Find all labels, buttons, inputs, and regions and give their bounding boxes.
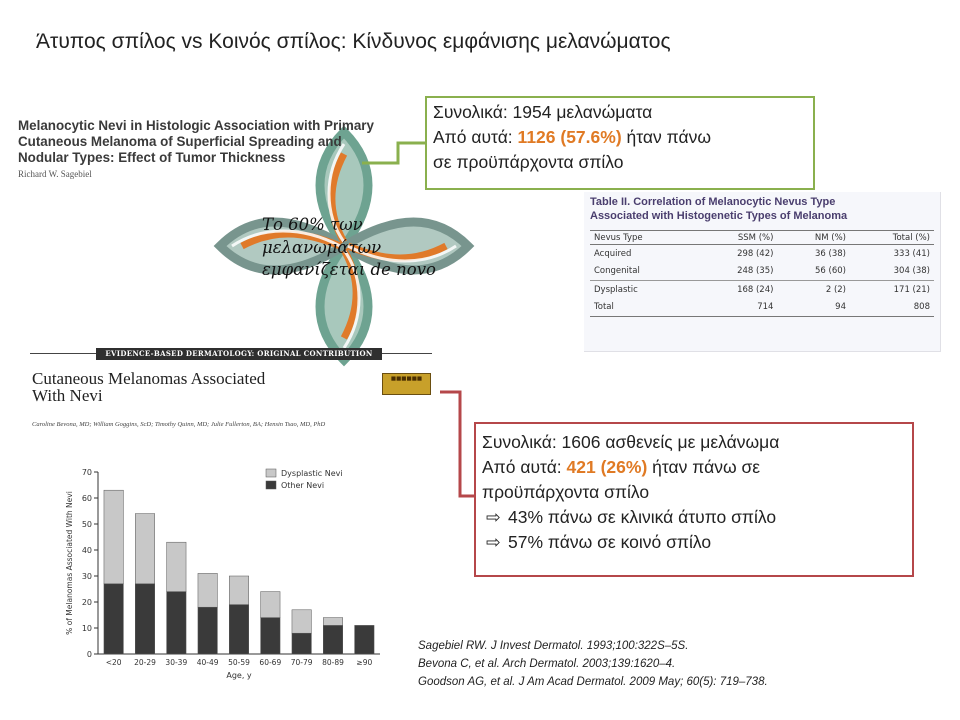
bar-segment: [229, 576, 248, 605]
legend-swatch: [266, 469, 276, 477]
table-title-line1: Table II. Correlation of Melanocytic Nevus Type: [590, 196, 836, 208]
table-header-cell: SSM (%): [737, 232, 774, 243]
correlation-table: [584, 192, 941, 352]
table-cell: 808: [913, 302, 930, 313]
x-tick-label: 20-29: [134, 658, 156, 667]
x-tick-label: ≥90: [356, 658, 373, 667]
table-header-cell: Nevus Type: [594, 232, 643, 243]
callout-bottom-bullet2-text: 57% πάνω σε κοινό σπίλο: [508, 532, 712, 552]
bar-segment: [135, 584, 154, 654]
bar-segment: [198, 607, 217, 654]
table-grid: [590, 230, 934, 317]
callout-sagebiel: [425, 96, 815, 190]
x-tick-label: 50-59: [228, 658, 250, 667]
table-cell: 304 (38): [893, 266, 930, 277]
bar-segment: [167, 592, 186, 654]
callout-top-line2-prefix: Από αυτά:: [433, 127, 518, 147]
legend-label: Dysplastic Nevi: [281, 469, 343, 478]
callout-top-line2-suffix: ήταν πάνω: [621, 127, 712, 147]
paper2-title-line1: Cutaneous Melanomas Associated: [32, 369, 266, 388]
table-cell: Dysplastic: [594, 284, 638, 295]
callout-bottom-line2-suffix: ήταν πάνω σε: [647, 457, 761, 477]
table-cell: 171 (21): [893, 284, 930, 295]
paper2-title-line2: With Nevi: [32, 386, 103, 405]
legend-swatch: [266, 481, 276, 489]
bar-segment: [104, 584, 123, 654]
table-cell: 168 (24): [737, 284, 774, 295]
y-tick-label: 10: [81, 624, 92, 633]
y-tick-label: 30: [81, 572, 92, 581]
legend-label: Other Nevi: [281, 481, 325, 490]
table-header-cell: Total (%): [892, 232, 930, 243]
table-row: [590, 263, 934, 281]
bar-segment: [135, 514, 154, 584]
callout-bevona: [474, 422, 914, 577]
x-tick-label: 60-69: [259, 658, 282, 667]
table-cell: 248 (35): [737, 266, 774, 277]
callout-bottom-bullet1: [482, 505, 906, 530]
table-header-cell: NM (%): [814, 232, 846, 243]
table-cell: 714: [757, 302, 774, 313]
bar-segment: [261, 592, 280, 618]
callout-top-line3: σε προϋπάρχοντα σπίλο: [433, 152, 624, 172]
bar-segment: [323, 618, 342, 626]
table-cell: 333 (41): [893, 248, 930, 259]
table-row: [590, 245, 934, 263]
reference-item: Bevona C, et al. Arch Dermatol. 2003;139:1620–4.: [418, 658, 676, 670]
reference-item: Sagebiel RW. J Invest Dermatol. 1993;100:322S–5S.: [418, 640, 689, 652]
journal-logo-image: ■■■■■■: [382, 373, 431, 395]
hollow-right-arrow-icon: ⇨: [486, 507, 501, 527]
paper2-authors: Caroline Bevona, MD; William Goggins, ScD; Timothy Quinn, MD; Julie Fullerton, BA; Hensin Tsao, MD, PhD: [32, 421, 326, 428]
bar-segment: [355, 625, 374, 654]
y-tick-label: 20: [81, 598, 92, 607]
paper2-title: [32, 370, 362, 404]
table-header-row: [590, 231, 934, 245]
table-cell: 36 (38): [815, 248, 846, 259]
table-cell: Acquired: [594, 248, 632, 259]
callout-bottom-bullet2: [482, 530, 906, 555]
table-cell: 94: [835, 302, 846, 313]
bar-segment: [229, 605, 248, 654]
x-axis-label: Age, y: [226, 671, 252, 680]
x-tick-label: 80-89: [322, 658, 344, 667]
bar-segment: [167, 542, 186, 591]
y-axis-label: % of Melanomas Associated With Nevi: [65, 491, 74, 635]
table-title-line2: Associated with Histogenetic Types of Melanoma: [590, 210, 848, 222]
table-cell: 2 (2): [825, 284, 846, 295]
y-tick-label: 40: [81, 546, 92, 555]
callout-bottom-highlight: 421 (26%): [566, 457, 648, 477]
table-row: [590, 281, 934, 299]
bar-segment: [292, 610, 311, 633]
bar-segment: [292, 633, 311, 654]
table-title: [590, 195, 847, 223]
x-tick-label: 70-79: [290, 658, 313, 667]
bar-segment: [261, 618, 280, 654]
de-novo-note: Το 60% των μελανωμάτων εμφανίζεται de novo: [262, 215, 436, 279]
references: [418, 637, 938, 691]
y-tick-label: 60: [81, 494, 92, 503]
paper1-author: Richard W. Sagebiel: [18, 169, 92, 179]
paper1-title: Melanocytic Nevi in Histologic Association with Primary Cutaneous Melanoma of Superficial Spreading and Nodular Types: Effect of Tumor Thickness: [18, 118, 374, 165]
table-cell: 56 (60): [815, 266, 846, 277]
hollow-right-arrow-icon: ⇨: [486, 532, 501, 552]
callout-bottom-line1: Συνολικά: 1606 ασθενείς με μελάνωμα: [482, 432, 780, 452]
bar-segment: [198, 573, 217, 607]
table-cell: Total: [594, 302, 614, 313]
table-row: [590, 299, 934, 317]
y-tick-label: 0: [86, 650, 92, 659]
callout-top-line2: [433, 125, 807, 150]
paper2-banner: EVIDENCE-BASED DERMATOLOGY: ORIGINAL CONTRIBUTION: [96, 348, 382, 360]
bar-segment: [104, 490, 123, 584]
callout-top-highlight: 1126 (57.6%): [517, 127, 622, 147]
callout-bottom-bullet1-text: 43% πάνω σε κλινικά άτυπο σπίλο: [508, 507, 777, 527]
bar-segment: [323, 625, 342, 654]
nevi-age-bar-chart: [56, 466, 386, 688]
x-tick-label: <20: [105, 658, 122, 667]
y-tick-label: 70: [81, 468, 92, 477]
slide-title: Άτυπος σπίλος vs Κοινός σπίλος: Κίνδυνος εμφάνισης μελανώματος: [36, 30, 671, 53]
callout-bottom-line2: [482, 455, 906, 480]
y-tick-label: 50: [81, 520, 92, 529]
x-tick-label: 30-39: [165, 658, 188, 667]
callout-bottom-line3: προϋπάρχοντα σπίλο: [482, 482, 650, 502]
callout-top-line1: Συνολικά: 1954 μελανώματα: [433, 102, 653, 122]
callout-bottom-line2-prefix: Από αυτά:: [482, 457, 567, 477]
reference-item: Goodson AG, et al. J Am Acad Dermatol. 2009 May; 60(5): 719–738.: [418, 676, 768, 688]
callout-bottom-connector: [440, 392, 474, 496]
paper1-header: [18, 118, 378, 179]
table-cell: 298 (42): [737, 248, 774, 259]
x-tick-label: 40-49: [196, 658, 219, 667]
table-cell: Congenital: [594, 266, 640, 277]
